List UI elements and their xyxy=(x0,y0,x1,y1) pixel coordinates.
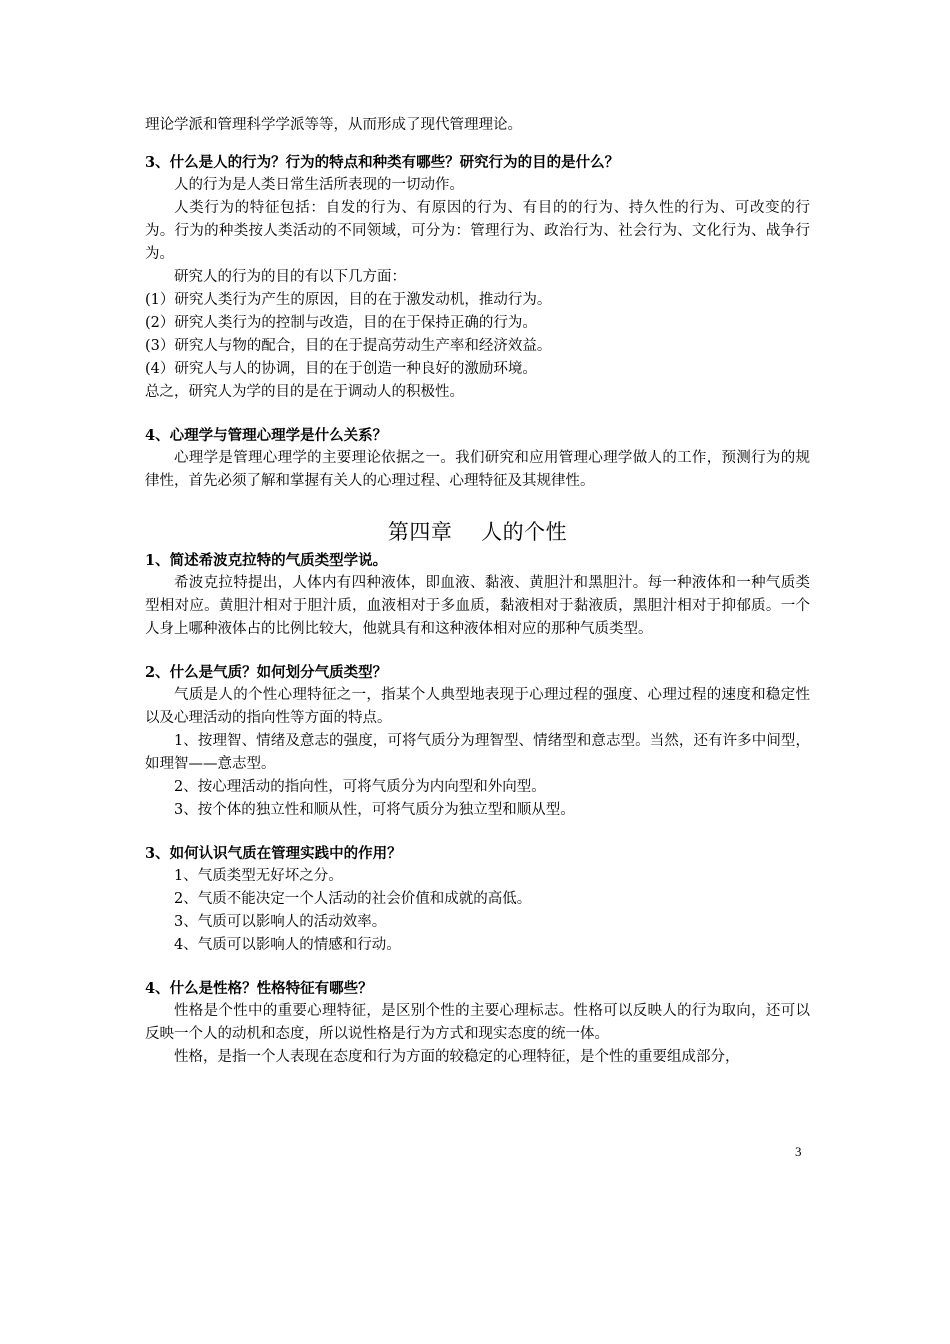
c2-paragraph-1: 气质是人的个性心理特征之一，指某个人典型地表现于心理过程的强度、心理过程的速度和稳定性以及心理活动的指向性等方面的特点。 xyxy=(145,687,810,726)
c2-heading: 2、什么是气质？如何划分气质类型？ xyxy=(145,664,388,681)
page-number: 3 xyxy=(795,1144,802,1159)
q4-heading: 4、心理学与管理心理学是什么关系？ xyxy=(145,427,388,444)
c2-list-item: 3、按个体的独立性和顺从性，可将气质分为独立型和顺从型。 xyxy=(174,802,575,818)
intro-continuation: 理论学派和管理科学学派等等，从而形成了现代管理理论。 xyxy=(145,117,522,133)
q3-paragraph-3: 研究人的行为的目的有以下几方面： xyxy=(174,269,406,285)
c3-heading: 3、如何认识气质在管理实践中的作用？ xyxy=(145,845,402,862)
c4-heading: 4、什么是性格？性格特征有哪些？ xyxy=(145,980,373,997)
c3-list-item: 3、气质可以影响人的活动效率。 xyxy=(174,914,387,930)
c3-list-item: 1、气质类型无好坏之分。 xyxy=(174,868,343,884)
q3-list-item: (1）研究人类行为产生的原因，目的在于激发动机，推动行为。 xyxy=(145,292,552,308)
c2-list-item: 2、按心理活动的指向性，可将气质分为内向型和外向型。 xyxy=(174,779,546,795)
q3-list-item: (4）研究人与人的协调，目的在于创造一种良好的激励环境。 xyxy=(145,361,537,377)
c4-paragraph-1: 性格是个性中的重要心理特征，是区别个性的主要心理标志。性格可以反映人的行为取向，还可以反映一个人的动机和态度，所以说性格是行为方式和现实态度的统一体。 xyxy=(145,1003,810,1042)
chapter-title: 第四章 人的个性 xyxy=(387,520,568,544)
q3-heading: 3、什么是人的行为？行为的特点和种类有哪些？研究行为的目的是什么？ xyxy=(145,154,620,171)
q3-list-item: (3）研究人与物的配合，目的在于提高劳动生产率和经济效益。 xyxy=(145,338,552,354)
c3-list-item: 4、气质可以影响人的情感和行动。 xyxy=(174,937,401,953)
c2-list-item: 1、按理智、情绪及意志的强度，可将气质分为理智型、情绪型和意志型。当然，还有许多中间型，如理智——意志型。 xyxy=(145,733,810,772)
c1-paragraph-1: 希波克拉特提出，人体内有四种液体，即血液、黏液、黄胆汁和黑胆汁。每一种液体和一种气质类型相对应。黄胆汁相对于胆汁质，血液相对于多血质，黏液相对于黏液质，黑胆汁相对于抑郁质。一个人身上哪种液体占的比例比较大，他就具有和这种液体相对应的那种气质类型。 xyxy=(145,575,810,637)
q3-list-item: (2）研究人类行为的控制与改造，目的在于保持正确的行为。 xyxy=(145,315,537,331)
q3-summary: 总之，研究人为学的目的是在于调动人的积极性。 xyxy=(145,384,464,400)
c3-list-item: 2、气质不能决定一个人活动的社会价值和成就的高低。 xyxy=(174,891,532,907)
page-content xyxy=(145,114,810,1069)
c4-paragraph-2: 性格，是指一个人表现在态度和行为方面的较稳定的心理特征，是个性的重要组成部分， xyxy=(174,1049,740,1065)
q3-paragraph-1: 人的行为是人类日常生活所表现的一切动作。 xyxy=(174,177,464,193)
q4-paragraph-1: 心理学是管理心理学的主要理论依据之一。我们研究和应用管理心理学做人的工作，预测行为的规律性，首先必须了解和掌握有关人的心理过程、心理特征及其规律性。 xyxy=(145,450,810,489)
q3-paragraph-2: 人类行为的特征包括：自发的行为、有原因的行为、有目的的行为、持久性的行为、可改变的行为。行为的种类按人类活动的不同领域，可分为：管理行为、政治行为、社会行为、文化行为、战争行为。 xyxy=(145,200,810,262)
c1-heading: 1、简述希波克拉特的气质类型学说。 xyxy=(145,552,388,569)
